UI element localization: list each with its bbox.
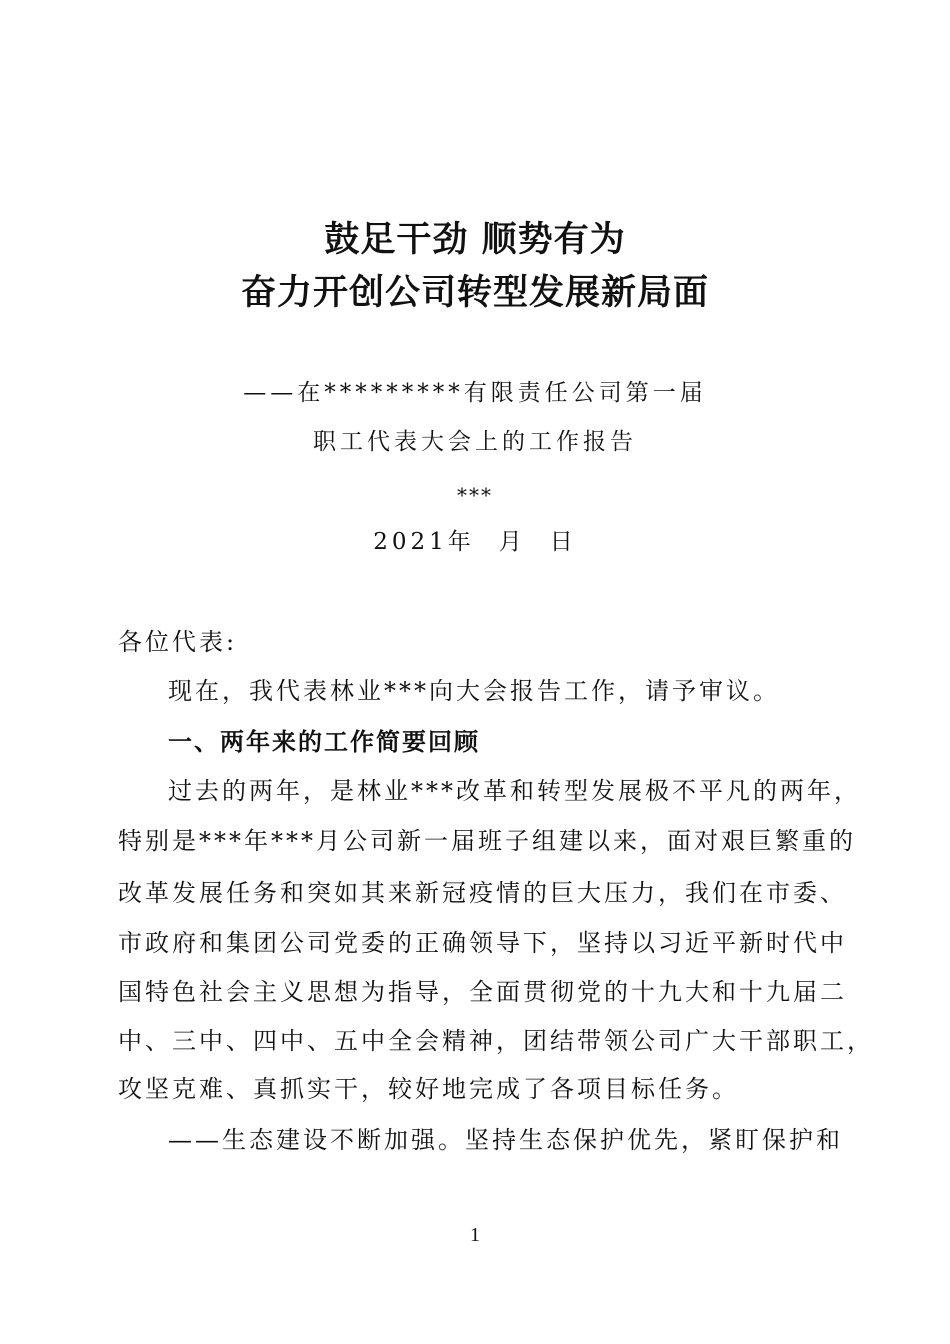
paragraph-line: ——生态建设不断加强。坚持生态保护优先，紧盯保护和 [168, 1126, 843, 1154]
date-month: 月 [498, 529, 526, 555]
paragraph-line: 中、三中、四中、五中全会精神，团结带领公司广大干部职工， [118, 1027, 874, 1055]
paragraph-line: 攻坚克难、真抓实干，较好地完成了各项目标任务。 [118, 1075, 739, 1103]
subtitle-line-2: 职工代表大会上的工作报告 [313, 429, 637, 455]
page-number: 1 [470, 1224, 480, 1246]
section-heading: 一、两年来的工作简要回顾 [168, 728, 480, 756]
salutation: 各位代表: [118, 628, 238, 656]
paragraph-line: 过去的两年，是林业***改革和转型发展极不平凡的两年， [168, 777, 861, 805]
paragraph-line: 特别是***年***月公司新一届班子组建以来，面对艰巨繁重的 [118, 827, 856, 855]
title-line-1: 鼓足干劲 顺势有为 [324, 220, 626, 260]
report-date [0, 527, 950, 557]
paragraph-line: 改革发展任务和突如其来新冠疫情的巨大压力，我们在市委、 [118, 879, 847, 907]
title-line-2: 奋力开创公司转型发展新局面 [240, 273, 709, 313]
date-year: 2021年 [373, 529, 475, 555]
author-name: *** [457, 483, 493, 507]
paragraph-line: 市政府和集团公司党委的正确领导下，坚持以习近平新时代中 [118, 929, 847, 957]
date-day: 日 [549, 529, 577, 555]
subtitle-line-1: ——在*********有限责任公司第一届 [243, 380, 707, 406]
paragraph-line: 国特色社会主义思想为指导，全面贯彻党的十九大和十九届二 [118, 978, 847, 1006]
intro-paragraph: 现在，我代表林业***向大会报告工作，请予审议。 [168, 677, 780, 705]
